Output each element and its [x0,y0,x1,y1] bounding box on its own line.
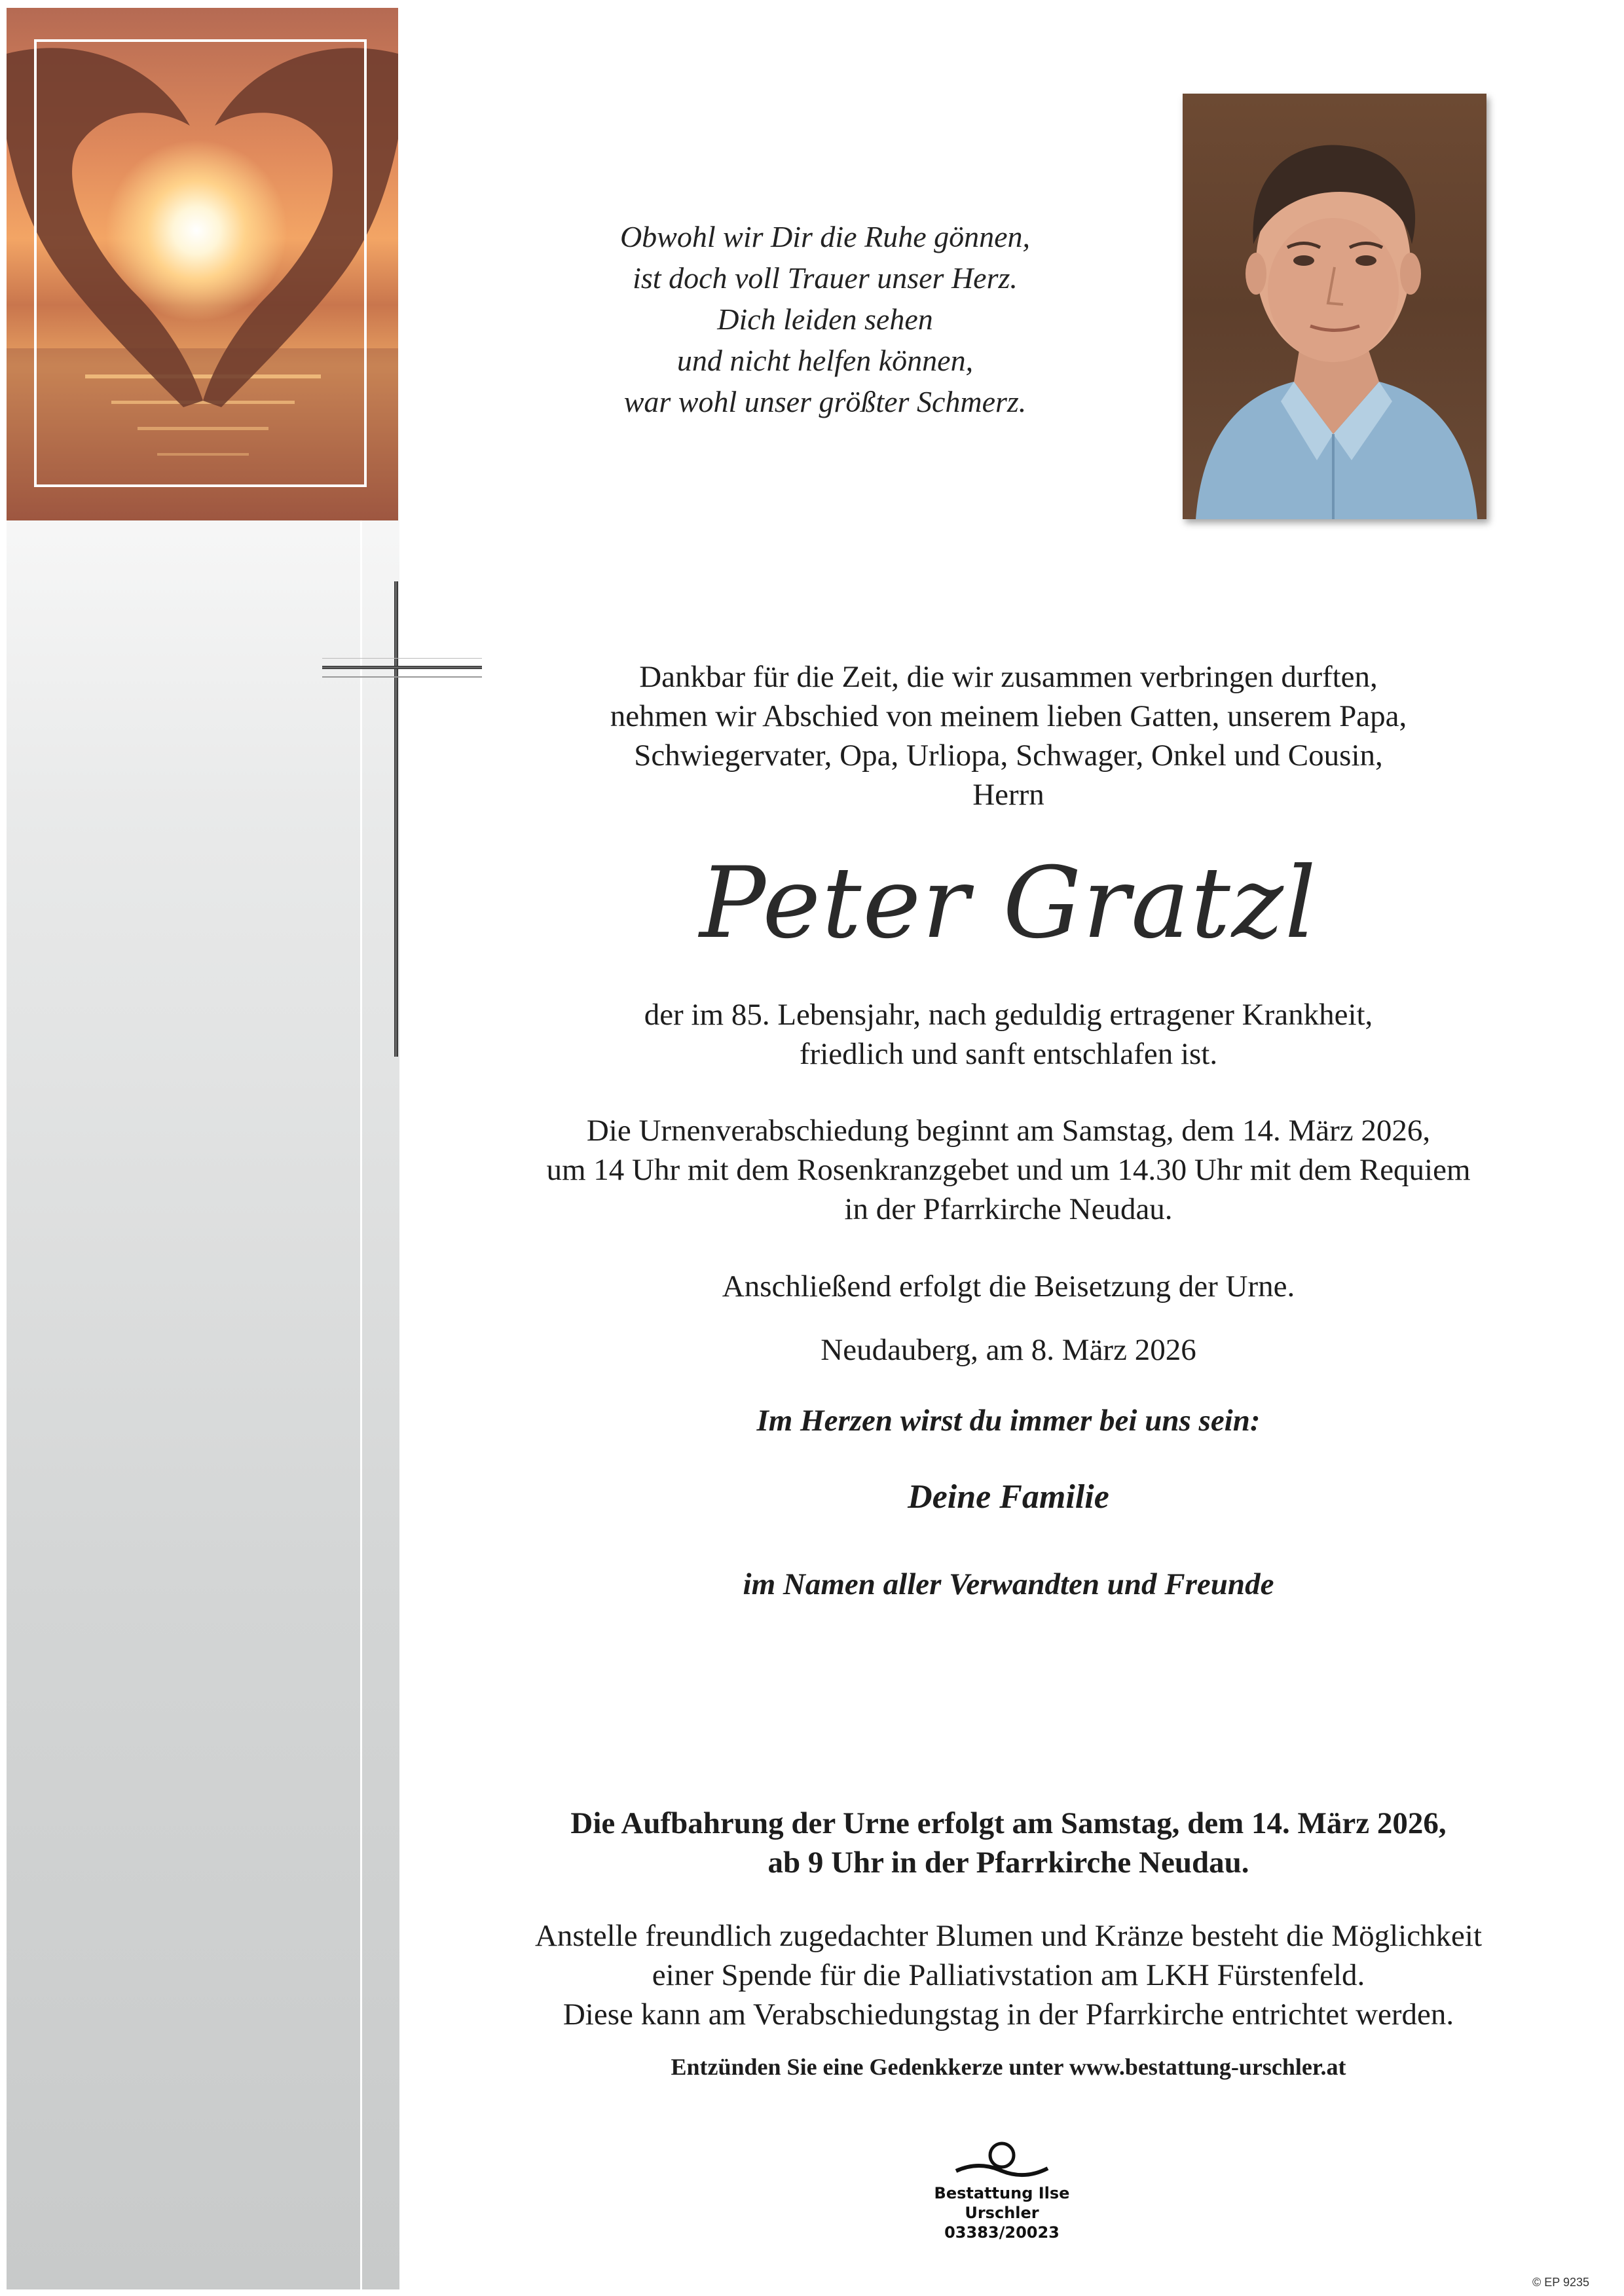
donation-line: Anstelle freundlich zugedachter Blumen und Kränze besteht die Möglichkeit [534,1919,1483,1953]
passing-text [445,995,1572,1074]
closing-family: Deine Familie [908,1478,1109,1516]
ceremony-line: in der Pfarrkirche Neudau. [844,1192,1173,1226]
poem-line: ist doch voll Trauer unser Herz. [633,261,1018,295]
closing-motto: Im Herzen wirst du immer bei uns sein: [756,1404,1261,1438]
viewing-line: Die Aufbahrung der Urne erfolgt am Samstag, dem 14. März 2026, [570,1806,1447,1840]
ceremony-line: um 14 Uhr mit dem Rosenkranzgebet und um 14.30 Uhr mit dem Requiem [546,1153,1471,1187]
poem [485,216,1166,422]
donation-line: Diese kann am Verabschiedungstag in der Pfarrkirche entrichtet werden. [563,1997,1454,2032]
ceremony-line: Die Urnenverabschiedung beginnt am Samstag, dem 14. März 2026, [586,1114,1431,1148]
candle-link[interactable]: Entzünden Sie eine Gedenkkerze unter www.bestattung-urschler.at [671,2054,1346,2080]
poem-line: Obwohl wir Dir die Ruhe gönnen, [619,220,1031,253]
passing-line: der im 85. Lebensjahr, nach geduldig ertragener Krankheit, [644,998,1373,1032]
funeral-home-name: Bestattung Ilse Urschler [934,2184,1070,2222]
ceremony-text [445,1111,1572,1229]
poem-line: Dich leiden sehen [717,302,933,336]
poem-line: war wohl unser größter Schmerz. [623,385,1027,418]
place-date: Neudauberg, am 8. März 2026 [821,1333,1196,1367]
heart-hands-photo [7,8,398,520]
burial-text: Anschließend erfolgt die Beisetzung der Urne. [722,1269,1295,1303]
poem-line: und nicht helfen können, [676,344,974,377]
sun-wave-logo-icon [950,2141,1054,2180]
funeral-home-logo [904,2141,1100,2242]
donation-line: einer Spende für die Palliativstation am LKH Fürstenfeld. [652,1958,1365,1992]
portrait-person-icon [1183,94,1486,519]
strip-divider [360,517,362,2296]
closing-relatives: im Namen aller Verwandten und Freunde [743,1567,1274,1601]
viewing-line: ab 9 Uhr in der Pfarrkirche Neudau. [767,1846,1249,1880]
intro-text [445,657,1572,814]
passing-line: friedlich und sanft entschlafen ist. [799,1037,1218,1071]
cross-vertical-bar [394,581,398,1057]
intro-line: Herrn [972,778,1044,812]
photo-frame [34,39,367,487]
intro-line: nehmen wir Abschied von meinem lieben Gatten, unserem Papa, [610,699,1407,733]
funeral-home-phone: 03383/20023 [944,2223,1060,2242]
intro-line: Dankbar für die Zeit, die wir zusammen verbringen durften, [639,660,1378,694]
print-code: © EP 9235 [1532,2276,1589,2289]
intro-line: Schwiegervater, Opa, Urliopa, Schwager, Onkel und Cousin, [634,738,1383,773]
portrait-photo [1183,94,1486,519]
donation-text [445,1916,1572,2034]
deceased-name: Peter Gratzl [699,847,1318,960]
viewing-text [445,1804,1572,1882]
